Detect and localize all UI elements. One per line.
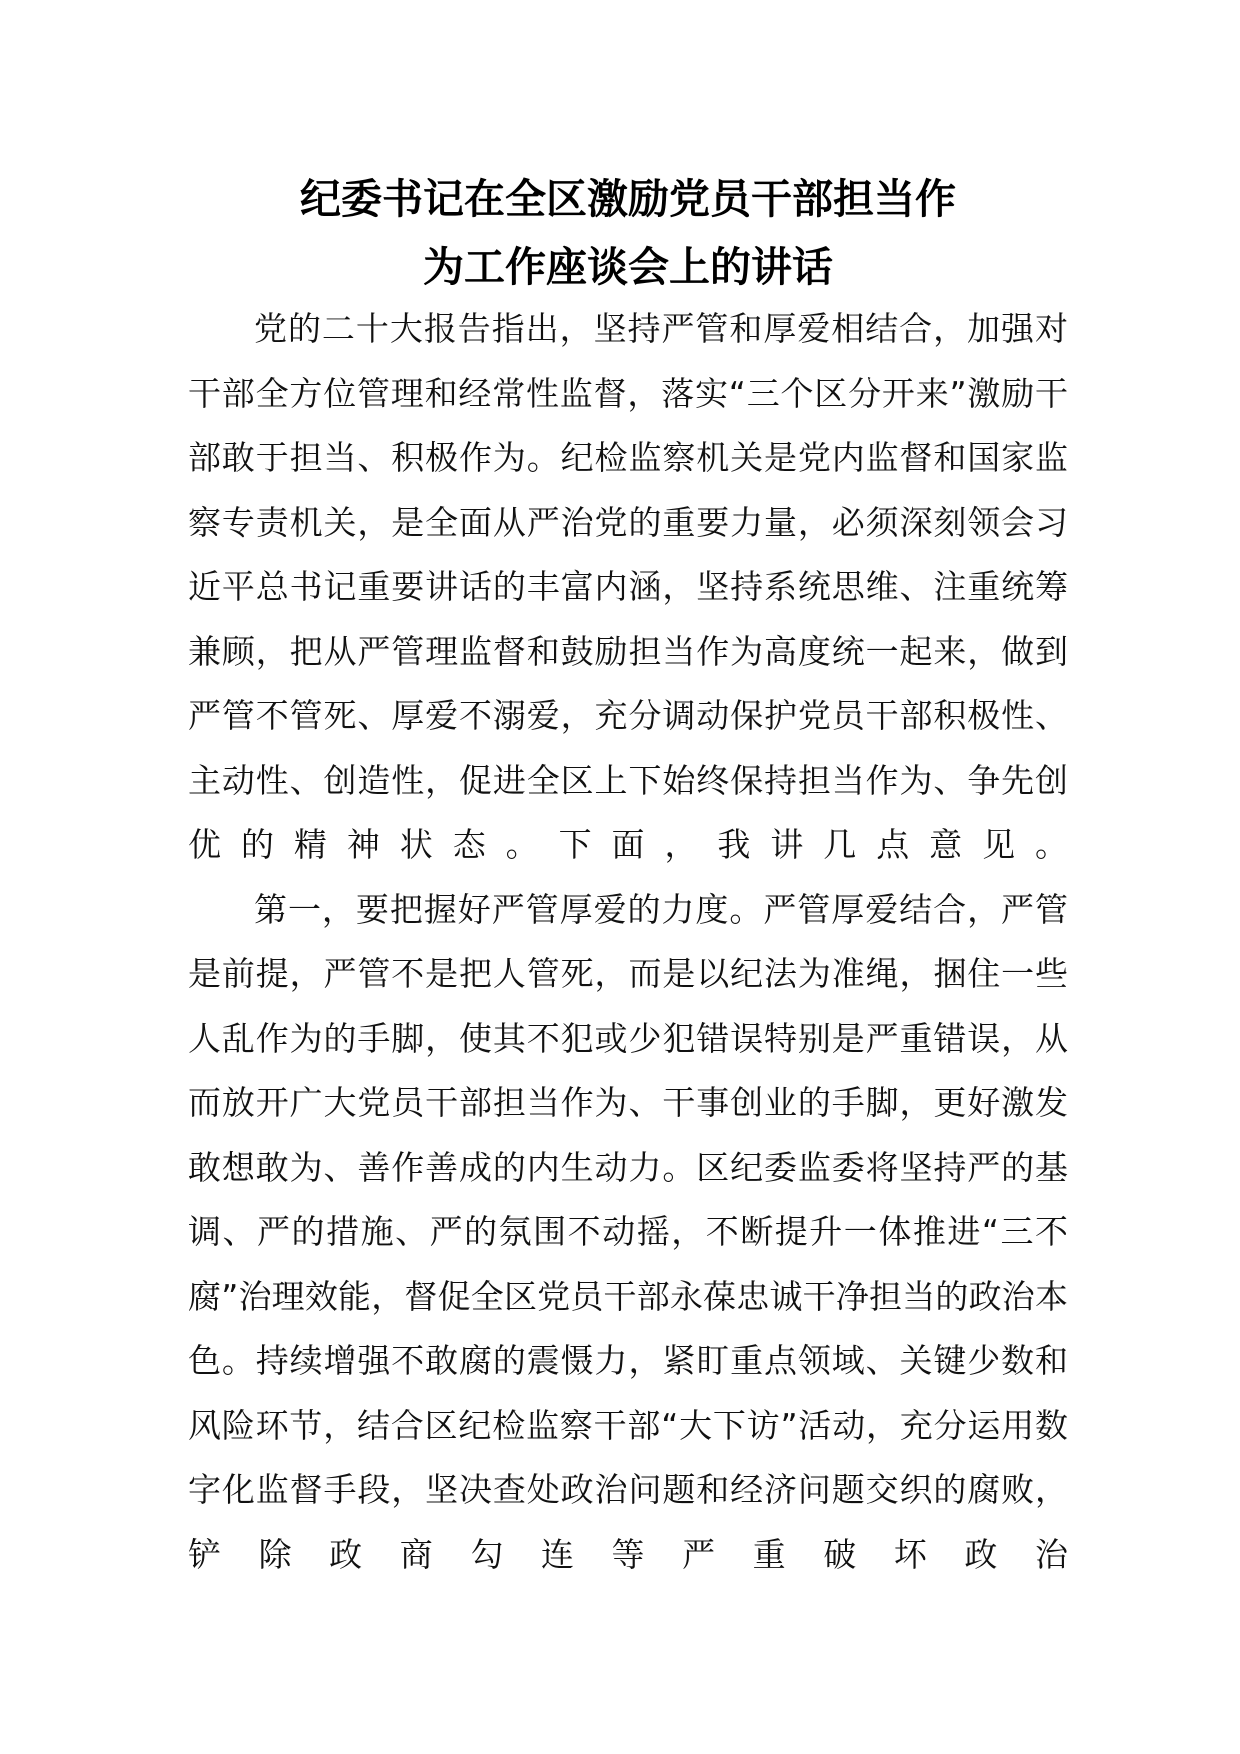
document-body: [188, 297, 1068, 1587]
paragraph-1: 党的二十大报告指出，坚持严管和厚爱相结合，加强对干部全方位管理和经常性监督，落实“三个区分开来”激励干部敢于担当、积极作为。纪检监察机关是党内监督和国家监察专责机关，是全面从严治党的重要力量，必须深刻领会习近平总书记重要讲话的丰富内涵，坚持系统思维、注重统筹兼顾，把从严管理监督和鼓励担当作为高度统一起来，做到严管不管死、厚爱不溺爱，充分调动保护党员干部积极性、主动性、创造性，促进全区上下始终保持担当作为、争先创优的精神状态。下面，我讲几点意见。: [188, 309, 1068, 864]
paragraph-2: 第一，要把握好严管厚爱的力度。严管厚爱结合，严管是前提，严管不是把人管死，而是以纪法为准绳，捆住一些人乱作为的手脚，使其不犯或少犯错误特别是严重错误，从而放开广大党员干部担当作为、干事创业的手脚，更好激发敢想敢为、善作善成的内生动力。区纪委监委将坚持严的基调、严的措施、严的氛围不动摇，不断提升一体推进“三不腐”治理效能，督促全区党员干部永葆忠诚干净担当的政治本色。持续增强不敢腐的震慑力，紧盯重点领域、关键少数和风险环节，结合区纪检监察干部“大下访”活动，充分运用数字化监督手段，坚决查处政治问题和经济问题交织的腐败，铲除政商勾连等严重破坏政治: [188, 889, 1068, 1574]
document-title: [188, 165, 1068, 301]
title-line-1: 纪委书记在全区激励党员干部担当作: [300, 175, 956, 223]
title-line-2: 为工作座谈会上的讲话: [423, 243, 833, 291]
